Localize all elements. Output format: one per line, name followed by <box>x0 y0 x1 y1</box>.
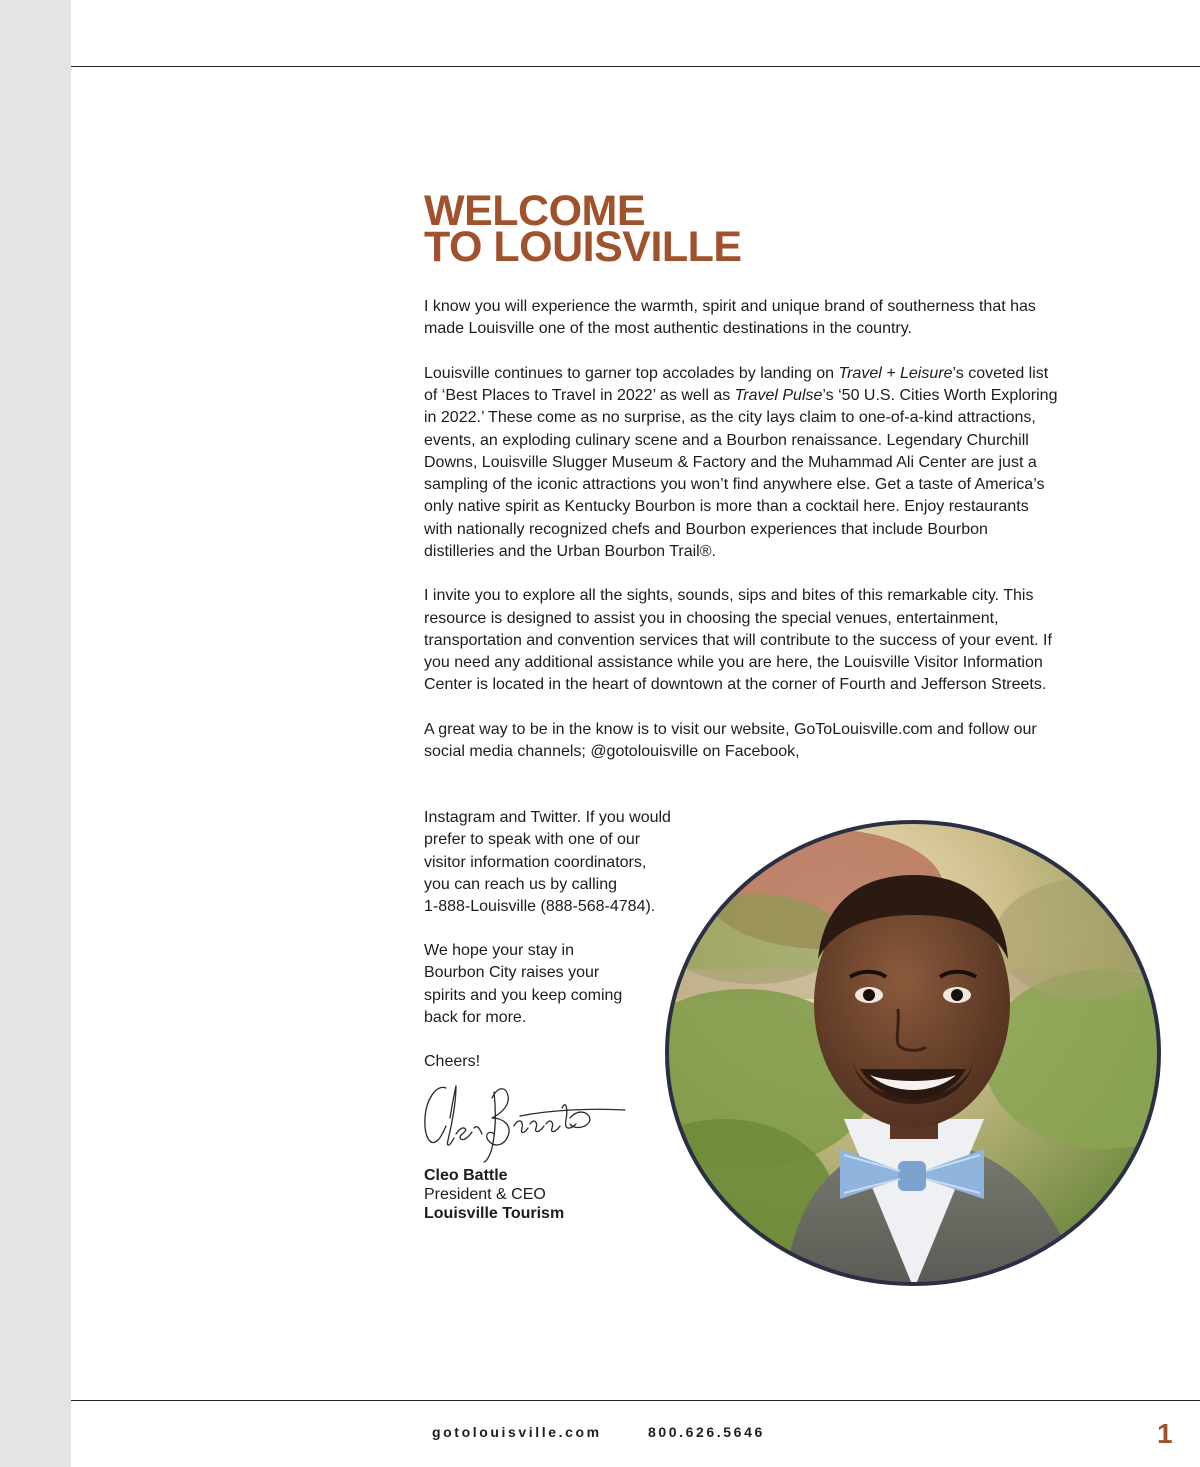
signer-block <box>424 1166 564 1223</box>
paragraph-4: A great way to be in the know is to visit our website, GoToLouisville.com and follow our social media channels; @gotolouisville on Facebook, <box>424 720 1037 760</box>
publication-name: Travel + Leisure <box>838 364 953 382</box>
closing <box>424 1051 704 1073</box>
footer-phone: 800.626.5646 <box>648 1424 765 1440</box>
title-line-1: WELCOME <box>424 187 646 235</box>
footer-website: gotolouisville.com <box>432 1424 602 1440</box>
portrait-icon <box>664 819 1162 1287</box>
text-line: you can reach us by calling <box>424 875 617 893</box>
paragraph-4-continued <box>424 807 704 918</box>
header-rule <box>71 66 1200 67</box>
text-line: spirits and you keep coming <box>424 986 623 1004</box>
signature-icon <box>420 1078 630 1164</box>
paragraph-2-text: ’s coveted list of ‘Best Places to Travel in 2022’ as well as <box>424 364 1049 404</box>
signer-organization: Louisville Tourism <box>424 1205 565 1222</box>
signer-name: Cleo Battle <box>424 1167 508 1184</box>
page-title <box>424 187 742 271</box>
paragraph-2-text: Louisville continues to garner top accolades by landing on <box>424 364 839 382</box>
text-line: Bourbon City raises your <box>424 964 600 982</box>
text-line: We hope your stay in <box>424 942 575 959</box>
paragraph-1: I know you will experience the warmth, spirit and unique brand of southerness that has made Louisville one of the most authentic destinations in the country. <box>424 298 1036 338</box>
paragraph-2 <box>424 363 1059 563</box>
publication-name: Travel Pulse <box>734 387 823 404</box>
title-line-2: TO LOUISVILLE <box>424 223 742 271</box>
text-line: prefer to speak with one of our <box>424 831 641 849</box>
closing-text: Cheers! <box>424 1053 481 1070</box>
page-number: 1 <box>1157 1418 1173 1449</box>
text-line: back for more. <box>424 1008 527 1026</box>
text-line: 1-888-Louisville (888-568-4784). <box>424 898 656 915</box>
text-line: Instagram and Twitter. If you would <box>424 809 671 826</box>
paragraph-2-text: ’s ‘50 U.S. Cities Worth Exploring in 2022.’ These come as no surprise, as the city lays claim to one-of-a-kind attractions, events, an exploding culinary scene and a Bourbon renaissance. Legendary Churchill Downs, Louisville Slugger Museum & Factory and the Muhammad Ali Center are just a sampling of the iconic attractions you won’t find anywhere else. Get a taste of America’s only native spirit as Kentucky Bourbon is more than a cocktail here. Enjoy restaurants with nationally recognized chefs and Bourbon experiences that include Bourbon distilleries and the Urban Bourbon Trail®. <box>424 387 1058 560</box>
paragraph-3: I invite you to explore all the sights, sounds, sips and bites of this remarkable city. This resource is designed to assist you in choosing the special venues, entertainment, transportation and convention services that will contribute to the success of your event. If you need any additional assistance while you are here, the Louisville Visitor Information Center is located in the heart of downtown at the corner of Fourth and Jefferson Streets. <box>424 587 1052 694</box>
paragraph-5 <box>424 940 704 1029</box>
footer-rule <box>71 1400 1200 1401</box>
signer-role: President & CEO <box>424 1186 546 1203</box>
text-line: visitor information coordinators, <box>424 853 647 871</box>
page-gutter <box>0 0 71 1467</box>
letter-body <box>424 296 1059 763</box>
